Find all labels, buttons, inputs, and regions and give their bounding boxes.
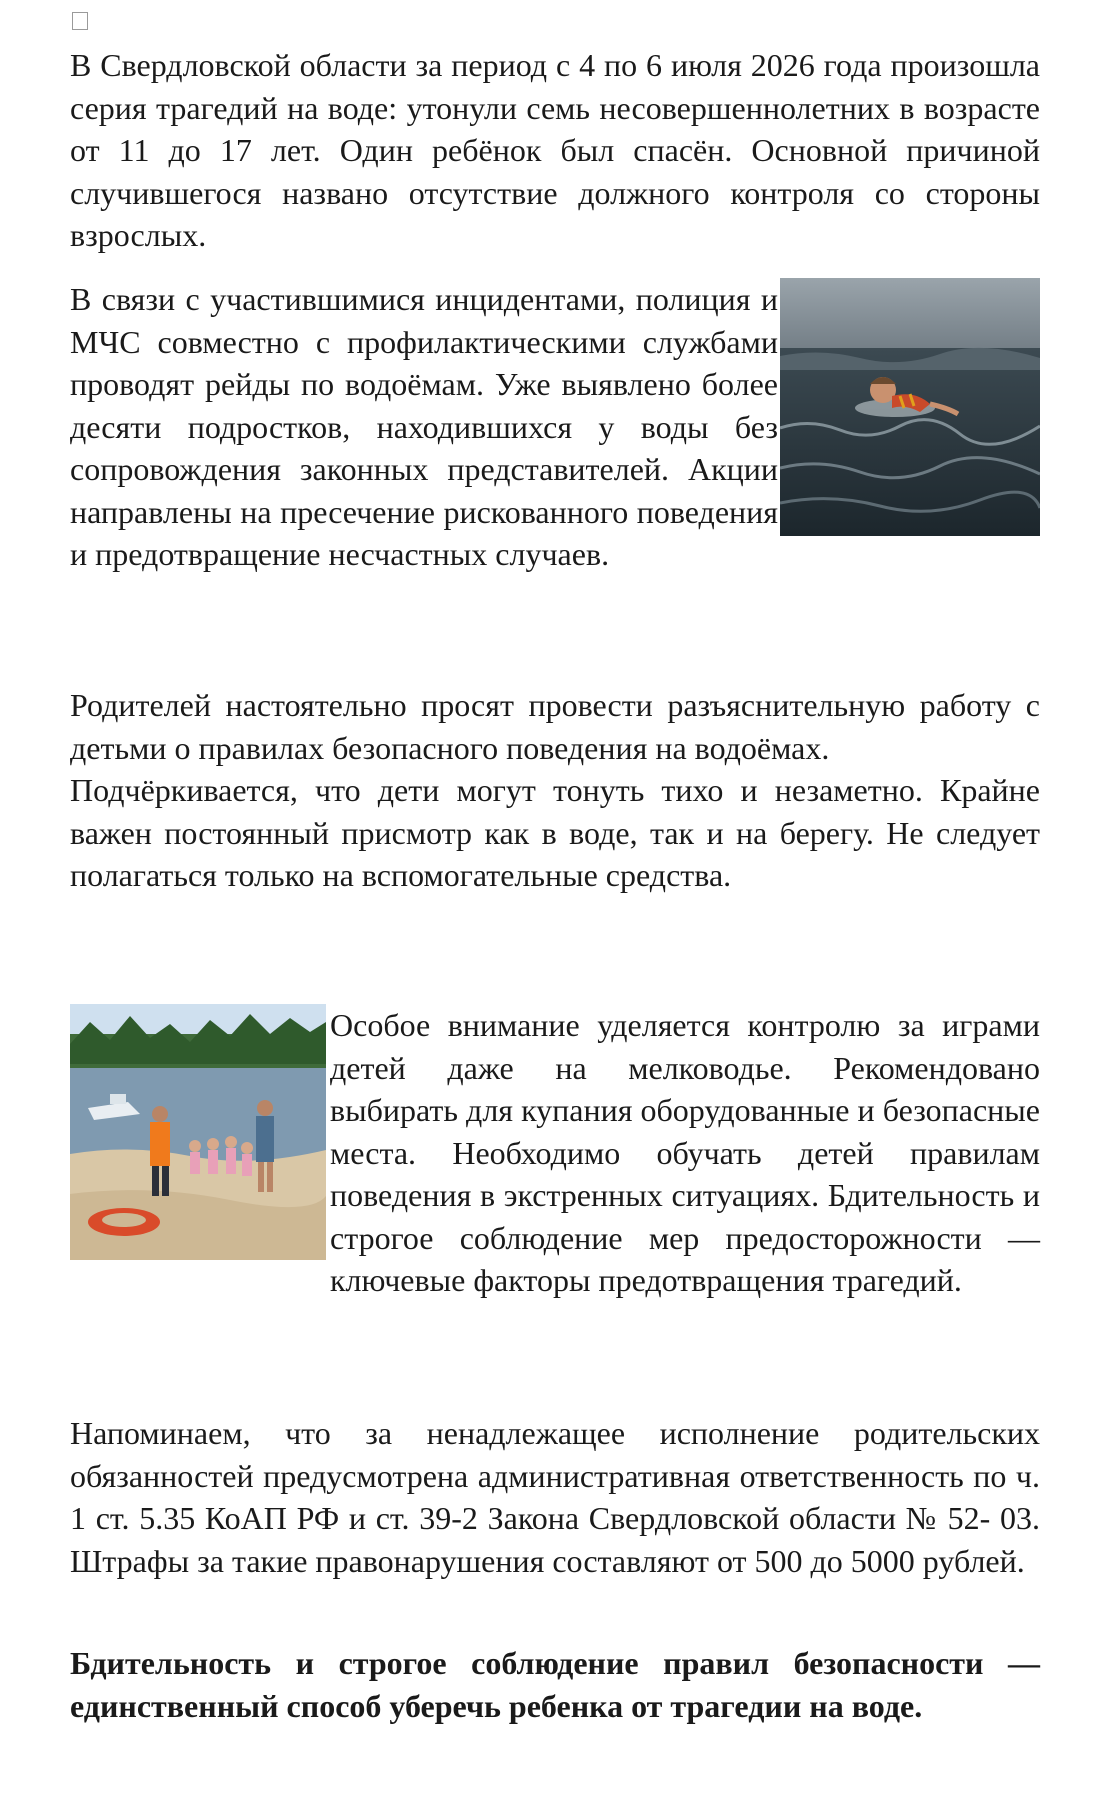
paragraph-intro: В Свердловской области за период с 4 по 6 июля 2026 года произошла серия трагедий на воде: утонули семь несовершеннолетних в возрасте от 11 до 17 лет. Один ребёнок был спасён. Основной причиной случившегося названо отсутствие должного контроля со стороны взрослых. — [70, 47, 1040, 253]
checkbox-icon[interactable] — [72, 12, 88, 30]
paragraph-raids: В связи с участившимися инцидентами, полиция и МЧС совместно с профилактическими службами проводят рейды по водоёмам. Уже выявлено более десяти подростков, находившихся у воды без сопровождения законных представителей. Акции направлены на пресечение рискованного поведения и предотвращение несчастных случаев. — [70, 281, 778, 572]
paragraph-liability: Напоминаем, что за ненадлежащее исполнение родительских обязанностей предусмотрена административная ответственность по ч. 1 ст. 5.35 КоАП РФ и ст. 39-2 Закона Свердловской области № 52- 03. Штрафы за такие правонарушения составляют от 500 до 5000 рублей. — [70, 1415, 1040, 1579]
paragraph-silent-drowning: Подчёркивается, что дети могут тонуть тихо и незаметно. Крайне важен постоянный присмотр как в воде, так и на берегу. Не следует полагаться только на вспомогательные средства. — [70, 772, 1040, 893]
child-in-water-photo — [780, 278, 1040, 536]
paragraph-parents-block — [70, 684, 1040, 897]
paragraph-conclusion: Бдительность и строгое соблюдение правил безопасности — единственный способ уберечь ребенка от трагедии на воде. — [70, 1645, 1040, 1724]
paragraph-raids-block — [70, 278, 1040, 576]
paragraph-shallow-block — [70, 1004, 1040, 1302]
paragraph-shallow-water: Особое внимание уделяется контролю за играми детей даже на мелководье. Рекомендовано выбирать для купания оборудованные и безопасные места. Необходимо обучать детей правилам поведения в экстренных ситуациях. Бдительность и строгое соблюдение мер предосторожности — ключевые факторы предотвращения трагедий. — [330, 1007, 1040, 1298]
paragraph-parents: Родителей настоятельно просят провести разъяснительную работу с детьми о правилах безопасного поведения на водоёмах. — [70, 687, 1040, 766]
beach-family-photo — [70, 1004, 326, 1260]
